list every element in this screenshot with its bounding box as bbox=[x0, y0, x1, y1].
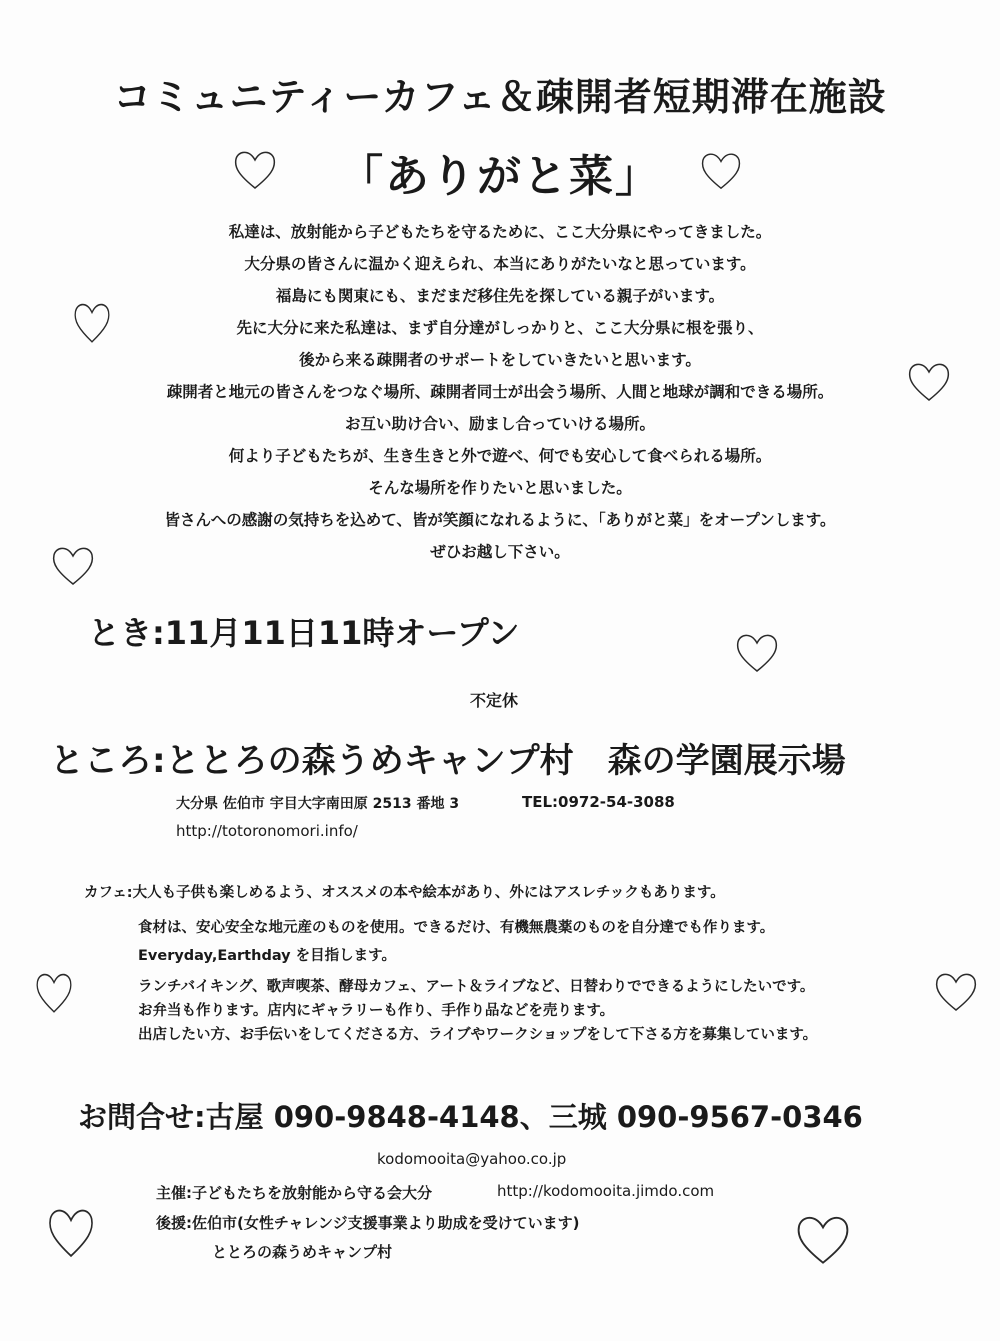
intro-line: お互い助け合い、励まし合っていける場所。 bbox=[344, 415, 655, 433]
heart-icon bbox=[50, 543, 96, 589]
venue: ところ:ととろの森うめキャンプ村 森の学園展示場 bbox=[50, 741, 846, 781]
intro-line: 皆さんへの感謝の気持ちを込めて、皆が笑顔になれるように、「ありがと菜」をオープンします。 bbox=[164, 511, 836, 529]
intro-line: そんな場所を作りたいと思いました。 bbox=[368, 479, 632, 497]
intro-line: 福島にも関東にも、まだまだ移住先を探している親子がいます。 bbox=[275, 287, 725, 305]
heart-icon bbox=[34, 970, 74, 1016]
flyer-title: コミュニティーカフェ＆疎開者短期滞在施設 bbox=[113, 75, 887, 119]
intro-line: 私達は、放射能から子どもたちを守るために、ここ大分県にやってきました。 bbox=[228, 223, 772, 241]
heart-icon bbox=[72, 300, 112, 346]
cafe-name: 「ありがと菜」 bbox=[339, 151, 661, 202]
contact-phones: お問合せ:古屋 090-9848-4148、三城 090-9567-0346 bbox=[78, 1100, 863, 1134]
intro-line: 先に大分に来た私達は、まず自分達がしっかりと、ここ大分県に根を張り、 bbox=[236, 319, 764, 337]
venue-phone: TEL:0972-54-3088 bbox=[522, 793, 675, 811]
supporter: 後援:佐伯市(女性チャレンジ支援事業より助成を受けています) bbox=[156, 1214, 580, 1232]
heart-icon bbox=[905, 360, 953, 404]
cafe-line: お弁当も作ります。店内にギャラリーも作り、手作り品などを売ります。 bbox=[138, 1003, 615, 1019]
heart-icon bbox=[46, 1205, 96, 1261]
intro-line: 疎開者と地元の皆さんをつなぐ場所、疎開者同士が出会う場所、人間と地球が調和できる場所。 bbox=[166, 383, 834, 401]
intro-line: ぜひお越し下さい。 bbox=[430, 543, 570, 561]
venue-url: http://totoronomori.info/ bbox=[176, 822, 358, 840]
intro-line: 何より子どもたちが、生き生きと外で遊べ、何でも安心して食べられる場所。 bbox=[228, 447, 772, 465]
heart-icon bbox=[232, 148, 278, 192]
heart-icon bbox=[932, 970, 980, 1014]
organizer: 主催:子どもたちを放射能から守る会大分 bbox=[156, 1184, 433, 1202]
contact-email: kodomooita@yahoo.co.jp bbox=[377, 1150, 567, 1168]
intro-line: 大分県の皆さんに温かく迎えられ、本当にありがたいなと思っています。 bbox=[244, 255, 756, 273]
heart-icon bbox=[698, 150, 744, 192]
cafe-line: 食材は、安心安全な地元産のものを使用。できるだけ、有機無農薬のものを自分達でも作ります。 bbox=[138, 920, 775, 936]
opening-date: とき:11月11日11時オープン bbox=[88, 614, 520, 652]
cafe-line: ランチバイキング、歌声喫茶、酵母カフェ、アート＆ライブなど、日替わりでできるようにしたいです。 bbox=[138, 979, 815, 995]
cafe-lead: カフェ:大人も子供も楽しめるよう、オススメの本や絵本があり、外にはアスレチックもあります。 bbox=[84, 885, 725, 901]
closed-days: 不定休 bbox=[470, 691, 519, 710]
heart-icon bbox=[734, 630, 780, 676]
organizer-url: http://kodomooita.jimdo.com bbox=[497, 1182, 715, 1200]
cafe-line: 出店したい方、お手伝いをしてくださる方、ライブやワークショップをして下さる方を募集しています。 bbox=[138, 1027, 818, 1043]
supporter-2: ととろの森うめキャンプ村 bbox=[212, 1243, 393, 1261]
intro-line: 後から来る疎開者のサポートをしていきたいと思います。 bbox=[299, 351, 701, 369]
cafe-line: Everyday,Earthday を目指します。 bbox=[138, 948, 396, 964]
heart-icon bbox=[794, 1212, 852, 1268]
venue-address: 大分県 佐伯市 宇目大字南田原 2513 番地 3 bbox=[176, 796, 460, 812]
